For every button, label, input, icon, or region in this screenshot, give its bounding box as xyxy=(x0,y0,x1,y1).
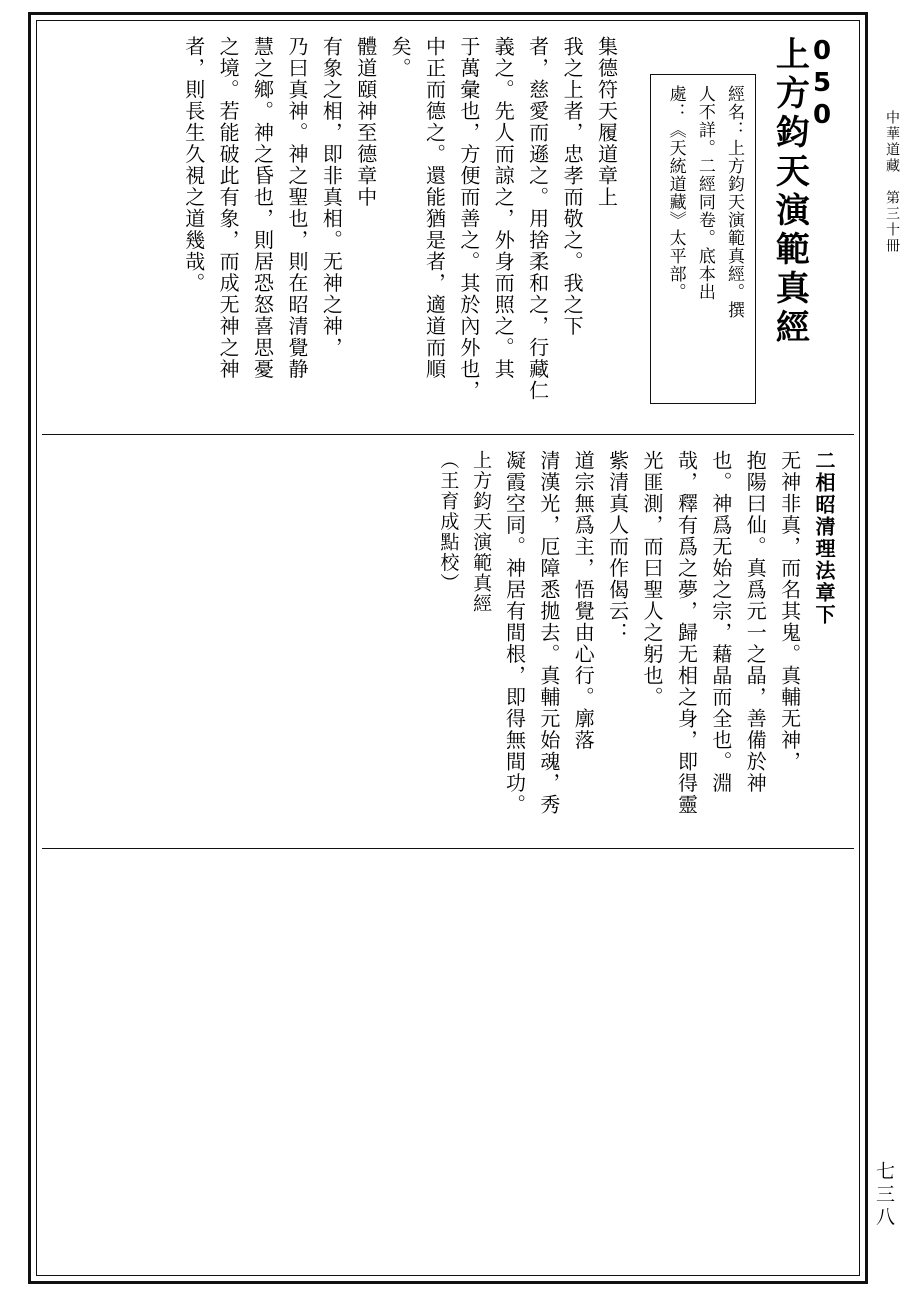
colophon-line: 處：《天統道藏》太平部。 xyxy=(665,85,686,301)
page-number: 七三八 xyxy=(873,1161,895,1230)
section-divider-bottom xyxy=(42,848,854,849)
page-content xyxy=(42,26,854,1270)
sutra-title xyxy=(770,36,836,434)
text-column: 中正而德之。還能猶是者，適道而順 xyxy=(422,36,447,380)
serial-number: 050 xyxy=(807,36,837,132)
editor-credit: （王育成點校） xyxy=(437,450,460,594)
text-column: 紫清真人而作偈云： xyxy=(605,450,630,644)
colophon-title-repeat: 上方鈞天演範真經 xyxy=(470,450,493,614)
text-column: 之境。若能破此有象，而成无神之神 xyxy=(216,36,241,380)
text-column: 集德符天履道章上 xyxy=(594,36,619,208)
text-column: 者，慈愛而遜之。用捨柔和之，行藏仁 xyxy=(525,36,550,402)
text-column: 體道頤神至德章中 xyxy=(353,36,378,208)
text-column: 也。神爲无始之宗，藉晶而全也。淵 xyxy=(708,450,733,794)
lower-text-band xyxy=(42,436,854,846)
section-heading: 二相昭清理法章下 xyxy=(812,450,836,626)
text-column: 矣。 xyxy=(388,36,413,79)
sutra-title-text: 上方鈞天演範真經 xyxy=(769,36,810,348)
text-column: 義之。先人而諒之，外身而照之。其 xyxy=(491,36,516,380)
colophon-line: 經名：上方鈞天演範真經。撰 xyxy=(724,85,745,319)
text-column: 于萬彙也，方便而善之。其於內外也， xyxy=(456,36,481,402)
text-column: 者，則長生久視之道幾哉。 xyxy=(181,36,206,294)
text-column: 慧之鄉。神之昏也，則居恐怒喜思憂 xyxy=(250,36,275,380)
text-column: 抱陽曰仙。真爲元一之晶，善備於神 xyxy=(743,450,768,794)
section-divider-top xyxy=(42,434,854,435)
text-column: 乃曰真神。神之聖也，則在昭清覺静 xyxy=(284,36,309,380)
text-column: 光匪測，而曰聖人之躬也。 xyxy=(640,450,665,708)
colophon-line: 人不詳。二經同卷。底本出 xyxy=(694,85,715,301)
text-column: 我之上者，忠孝而敬之。我之下 xyxy=(560,36,585,337)
text-column: 道宗無爲主，悟覺由心行。廓落 xyxy=(571,450,596,751)
blank-area xyxy=(42,850,854,1270)
running-head: 中華道藏 第三十冊 xyxy=(884,110,900,254)
text-column: 清漢光，厄障悉拋去。真輔元始魂，秀 xyxy=(536,450,561,816)
text-column: 无神非真，而名其鬼。真輔无神， xyxy=(777,450,802,773)
upper-text-band xyxy=(42,26,854,434)
colophon-box xyxy=(650,74,756,404)
text-column: 凝霞空同。神居有間根，即得無間功。 xyxy=(502,450,527,816)
text-column: 哉，釋有爲之夢，歸无相之身，即得靈 xyxy=(674,450,699,816)
text-column: 有象之相，即非真相。无神之神， xyxy=(319,36,344,359)
